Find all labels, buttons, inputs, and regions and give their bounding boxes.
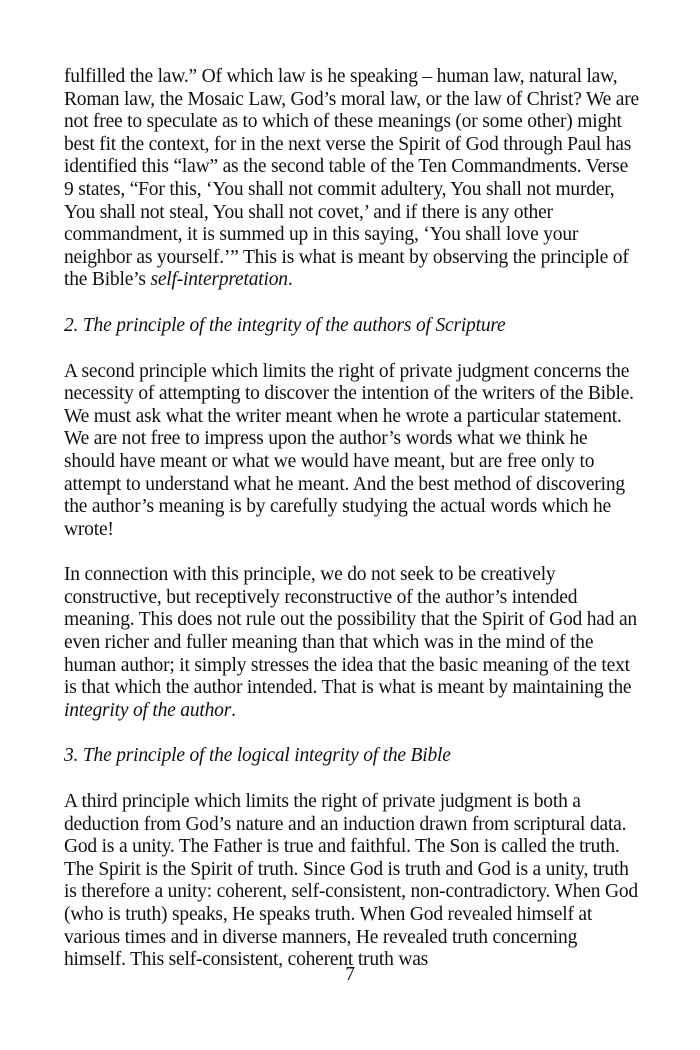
paragraph-end: . — [287, 269, 293, 291]
paragraph-text: fulfilled the law.” Of which law is he speaking – human law, natural law, Roman law, the Mosaic Law, God’s moral law, or the law of Christ? We are not free to speculate as to which of these meanings (or some other) might best fit the context, for in the next verse the Spirit of God through Paul has identified this “law” as the second table of the Ten Commandments. Verse 9 states, “For this, ‘You shall not commit adultery, You shall not murder, You shall not steal, You shall not covet,’ and if there is any other commandment, it is summed up in this saying, ‘You shall love your neighbor as yourself.’” This is what is meant by observing the principle of the Bible’s — [64, 66, 640, 291]
paragraph-logical-integrity: A third principle which limits the right of private judgment is both a deduction from God’s nature and an induction drawn from scriptural data. God is a unity. The Father is true and faithful. The Son is called the truth. The Spirit is the Spirit of truth. Since God is truth and God is a unity, truth is therefore a unity: coherent, self-consistent, non-contradictory. When God (who is truth) speaks, He speaks truth. When God revealed himself at various times and in diverse manners, He revealed truth concerning himself. This self-consistent, coherent truth was — [64, 791, 638, 971]
paragraph-reconstructive — [64, 564, 640, 722]
emphasis-integrity-author: integrity of the author — [64, 699, 232, 721]
paragraph-integrity-authors: A second principle which limits the right of private judgment concerns the necessity of attempting to discover the intention of the writers of the Bible. We must ask what the writer meant when he wrote a particular statement. We are not free to impress upon the author’s words what we think he should have meant or what we would have meant, but are free only to attempt to understand what he meant. And the best method of discovering the author’s meaning is by carefully studying the actual words which he wrote! — [64, 360, 634, 540]
paragraph-end: . — [231, 699, 236, 721]
page-number: 7 — [345, 964, 355, 985]
paragraph-text: In connection with this principle, we do not seek to be creatively constructive, but receptively reconstructive of the author’s intended meaning. This does not rule out the possibility that the Spirit of God had an even richer and fuller meaning than that which was in the mind of the human author; it simply stresses the idea that the basic meaning of the text is that which the author intended. That is what is meant by maintaining the — [64, 564, 637, 699]
section-heading-3: 3. The principle of the logical integrity of the Bible — [64, 745, 451, 767]
paragraph-self-interpretation — [64, 66, 640, 292]
section-heading-2: 2. The principle of the integrity of the authors of Scripture — [64, 314, 506, 336]
emphasis-self-interpretation: self-interpretation — [150, 269, 288, 291]
text-column — [64, 66, 640, 972]
